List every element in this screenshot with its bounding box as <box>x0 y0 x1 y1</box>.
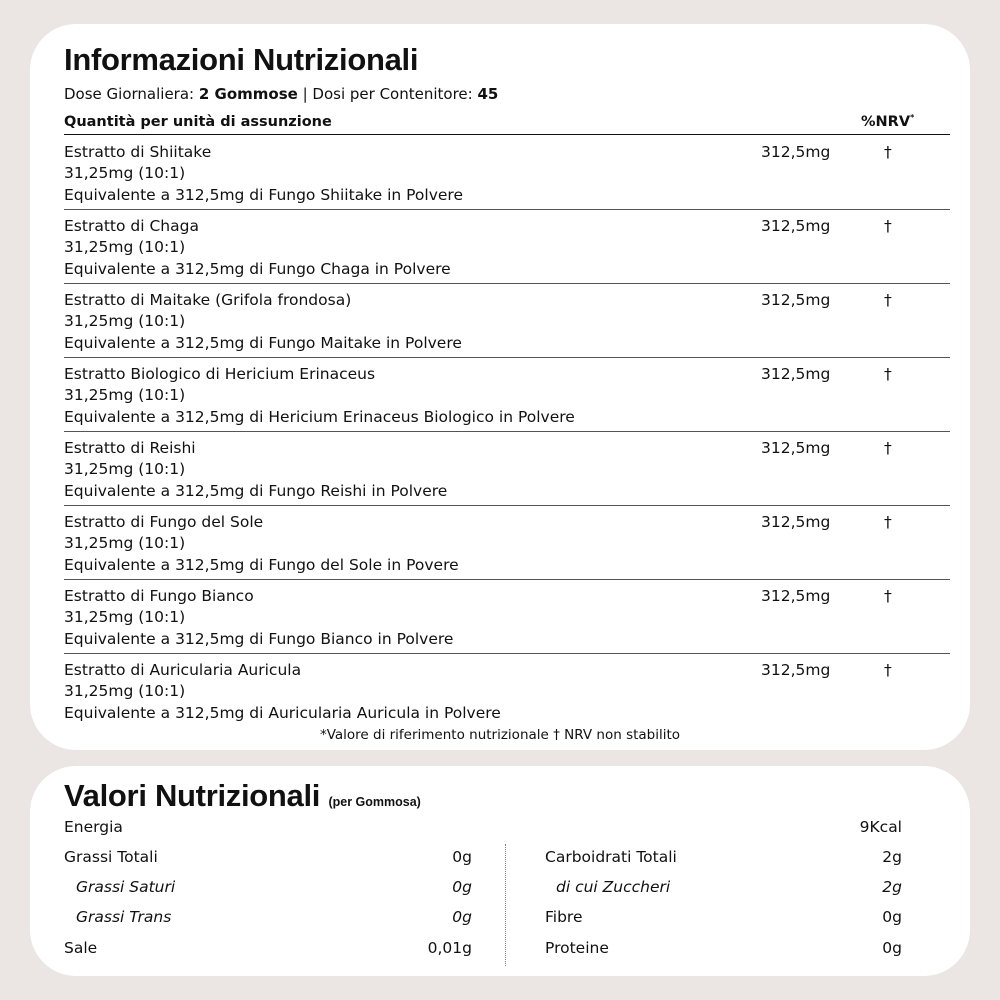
table-row <box>64 580 950 654</box>
ingredient-name: Estratto di Reishi <box>64 439 196 457</box>
table-row <box>64 358 950 432</box>
values-title-text: Valori Nutrizionali <box>64 778 321 813</box>
separator: | <box>297 85 313 103</box>
ingredient-nrv: † <box>884 587 892 605</box>
containers-value: 45 <box>477 85 499 103</box>
ingredient-amount: 312,5mg <box>761 661 831 679</box>
values-subtitle: (per Gommosa) <box>328 795 421 809</box>
serving-info <box>64 85 498 103</box>
nrv-asterisk: * <box>910 113 915 122</box>
ingredient-nrv: † <box>884 217 892 235</box>
nutrient-label: di cui Zuccheri <box>556 878 671 896</box>
ingredient-equivalent: Equivalente a 312,5mg di Fungo Maitake in Polvere <box>64 334 462 352</box>
ingredient-nrv: † <box>884 143 892 161</box>
containers-label: Dosi per Contenitore: <box>312 85 478 103</box>
energy-label: Energia <box>64 818 123 836</box>
nutrient-label: Proteine <box>545 939 609 957</box>
nutrient-value: 0g <box>452 848 472 866</box>
ingredient-amount: 312,5mg <box>761 291 831 309</box>
ingredients-table <box>64 136 950 727</box>
header-nrv-label <box>861 114 914 130</box>
nutrient-label: Carboidrati Totali <box>545 848 677 866</box>
ingredient-ratio: 31,25mg (10:1) <box>64 682 186 700</box>
values-title <box>64 780 421 811</box>
ingredient-name: Estratto di Auricularia Auricula <box>64 661 302 679</box>
ingredient-nrv: † <box>884 661 892 679</box>
ingredient-ratio: 31,25mg (10:1) <box>64 238 186 256</box>
nutrition-info-panel <box>30 24 970 750</box>
ingredient-name: Estratto di Chaga <box>64 217 199 235</box>
ingredient-equivalent: Equivalente a 312,5mg di Fungo Chaga in Polvere <box>64 260 451 278</box>
ingredient-equivalent: Equivalente a 312,5mg di Auricularia Auricula in Polvere <box>64 704 501 722</box>
ingredient-equivalent: Equivalente a 312,5mg di Fungo Reishi in Polvere <box>64 482 448 500</box>
ingredient-amount: 312,5mg <box>761 513 831 531</box>
ingredient-ratio: 31,25mg (10:1) <box>64 386 186 404</box>
nrv-text: %NRV <box>861 114 911 130</box>
header-quantity-label: Quantità per unità di assunzione <box>64 114 332 130</box>
ingredient-name: Estratto di Fungo Bianco <box>64 587 254 605</box>
table-header <box>64 112 950 135</box>
column-divider <box>505 844 506 966</box>
table-row <box>64 284 950 358</box>
nutrient-value: 0g <box>882 908 902 926</box>
nutrient-label: Fibre <box>545 908 583 926</box>
energy-value: 9Kcal <box>859 818 902 836</box>
ingredient-name: Estratto di Shiitake <box>64 143 212 161</box>
dose-label: Dose Giornaliera: <box>64 85 199 103</box>
ingredient-amount: 312,5mg <box>761 365 831 383</box>
table-row <box>64 654 950 727</box>
table-row <box>64 210 950 284</box>
ingredient-equivalent: Equivalente a 312,5mg di Hericium Erinaceus Biologico in Polvere <box>64 408 575 426</box>
ingredient-nrv: † <box>884 513 892 531</box>
ingredient-amount: 312,5mg <box>761 439 831 457</box>
ingredient-equivalent: Equivalente a 312,5mg di Fungo Shiitake in Polvere <box>64 186 463 204</box>
ingredient-ratio: 31,25mg (10:1) <box>64 312 186 330</box>
footnote: *Valore di riferimento nutrizionale † NRV non stabilito <box>319 727 681 743</box>
nutrient-value: 2g <box>882 878 902 896</box>
ingredient-amount: 312,5mg <box>761 143 831 161</box>
nutrient-label: Grassi Trans <box>76 908 172 926</box>
nutrient-value: 2g <box>882 848 902 866</box>
ingredient-name: Estratto di Maitake (Grifola frondosa) <box>64 291 352 309</box>
ingredient-ratio: 31,25mg (10:1) <box>64 534 186 552</box>
nutrient-label: Grassi Totali <box>64 848 158 866</box>
nutrient-value: 0,01g <box>427 939 472 957</box>
ingredient-ratio: 31,25mg (10:1) <box>64 460 186 478</box>
ingredient-equivalent: Equivalente a 312,5mg di Fungo Bianco in Polvere <box>64 630 454 648</box>
page-title: Informazioni Nutrizionali <box>64 42 419 77</box>
ingredient-amount: 312,5mg <box>761 587 831 605</box>
ingredient-nrv: † <box>884 439 892 457</box>
table-row <box>64 432 950 506</box>
table-row <box>64 506 950 580</box>
dose-value: 2 Gommose <box>198 85 298 103</box>
nutrient-label: Grassi Saturi <box>76 878 176 896</box>
ingredient-nrv: † <box>884 291 892 309</box>
ingredient-name: Estratto Biologico di Hericium Erinaceus <box>64 365 376 383</box>
ingredient-ratio: 31,25mg (10:1) <box>64 608 186 626</box>
ingredient-equivalent: Equivalente a 312,5mg di Fungo del Sole in Povere <box>64 556 459 574</box>
nutrient-value: 0g <box>452 908 472 926</box>
ingredient-ratio: 31,25mg (10:1) <box>64 164 186 182</box>
nutrient-value: 0g <box>452 878 472 896</box>
ingredient-amount: 312,5mg <box>761 217 831 235</box>
ingredient-nrv: † <box>884 365 892 383</box>
nutrient-label: Sale <box>64 939 98 957</box>
table-row <box>64 136 950 210</box>
nutrition-values-panel <box>30 766 970 976</box>
ingredient-name: Estratto di Fungo del Sole <box>64 513 264 531</box>
nutrient-value: 0g <box>882 939 902 957</box>
